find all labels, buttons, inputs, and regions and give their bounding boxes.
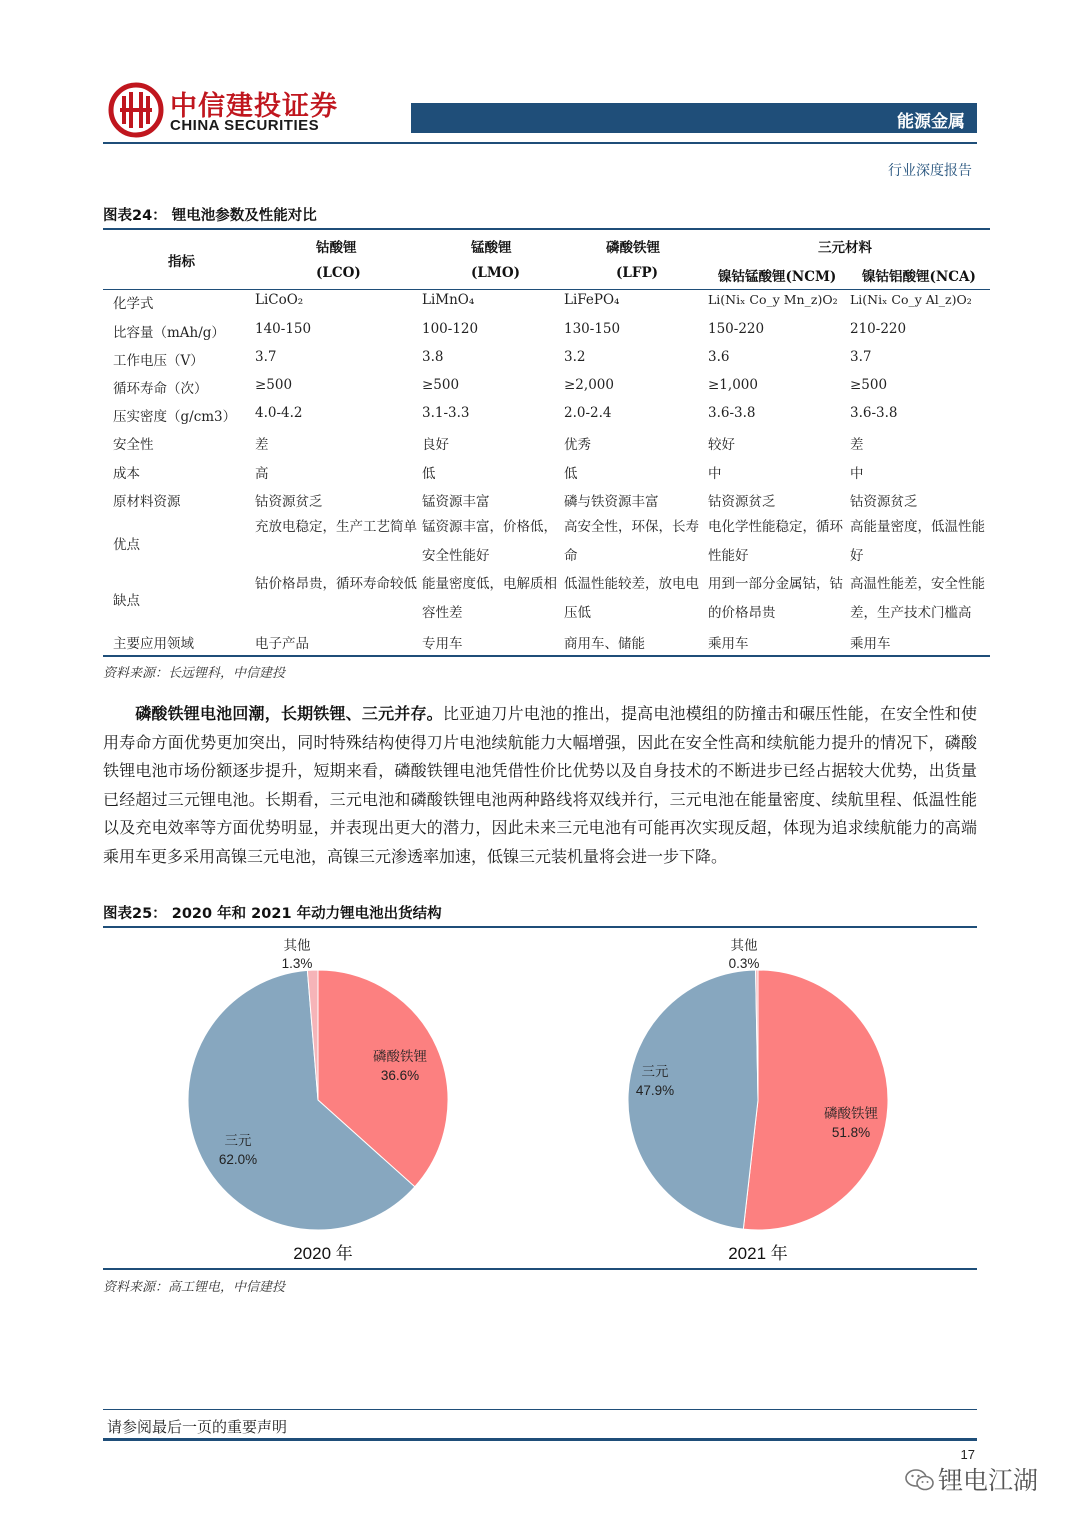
table-top-rule (103, 228, 990, 230)
cell-lco: 高 (255, 466, 269, 482)
shipment-pie-charts (103, 930, 977, 1268)
section-band (411, 103, 977, 133)
cell-lfp: 低 (564, 466, 578, 482)
cell-lmo: 3.8 (422, 349, 444, 365)
pie-2021-title: 2021 年 (728, 1244, 788, 1263)
cell-nca: 3.7 (850, 349, 872, 365)
cell-lfp: 2.0-2.4 (564, 405, 612, 421)
table-header-rule (103, 289, 990, 290)
footer-rule-top (103, 1409, 977, 1410)
cell-lfp: 磷与铁资源丰富 (564, 494, 659, 510)
cell-ncm: 较好 (708, 437, 735, 453)
header-lfp-en: (LFP) (616, 265, 659, 281)
advantages-ncm: 电化学性能稳定，循环性能好 (708, 519, 843, 564)
cell-lmo: 良好 (422, 437, 449, 453)
table-caption: 图表24： 锂电池参数及性能对比 (103, 208, 317, 224)
header-lco-cn: 钴酸锂 (316, 240, 357, 256)
pie-2021-pct-ternary: 47.9% (635, 1083, 675, 1098)
cell-lco: 140-150 (255, 321, 312, 337)
cell-nca: 钴资源贫乏 (850, 494, 918, 510)
disadvantages-label: 缺点 (113, 593, 140, 609)
cell-ncm: 3.6 (708, 349, 730, 365)
figure-top-rule (103, 926, 977, 928)
row-label: 原材料资源 (113, 494, 181, 510)
cell-lfp: 130-150 (564, 321, 621, 337)
header-ncm: 镍钴锰酸锂(NCM) (718, 269, 837, 285)
wechat-icon (905, 1468, 935, 1492)
cell-ncm: 150-220 (708, 321, 765, 337)
advantages-lfp: 高安全性，环保，长寿命 (564, 519, 699, 564)
row-label: 工作电压（V） (113, 353, 204, 369)
pie-2020 (188, 938, 448, 1263)
report-type: 行业深度报告 (888, 163, 972, 179)
pie-2021-pct-other: 0.3% (728, 956, 760, 971)
disadvantages-ncm: 用到一部分金属钴，钴的价格昂贵 (708, 576, 843, 621)
pie-2021 (628, 938, 888, 1263)
cell-ncm: 3.6-3.8 (708, 405, 756, 421)
pie-2020-pct-other: 1.3% (281, 956, 313, 971)
applications-label: 主要应用领域 (113, 636, 194, 652)
cell-lmo: ≥500 (422, 377, 460, 393)
formula-label: 化学式 (113, 296, 154, 312)
header-lfp-cn: 磷酸铁锂 (606, 240, 660, 256)
table-bottom-rule (103, 655, 990, 657)
pie-2021-slice-ternary (628, 970, 758, 1229)
row-label: 安全性 (113, 437, 154, 453)
pie-2020-label-other: 其他 (283, 938, 311, 953)
cell-lmo: 锰资源丰富 (422, 494, 490, 510)
disclaimer-note: 请参阅最后一页的重要声明 (107, 1418, 288, 1436)
pie-2021-pct-lfp: 51.8% (831, 1125, 871, 1140)
header-ternary: 三元材料 (818, 240, 872, 256)
header-lco-en: (LCO) (316, 265, 361, 281)
cell-nca: 3.6-3.8 (850, 405, 898, 421)
footer-rule-bottom (103, 1438, 977, 1441)
row-label: 成本 (113, 466, 140, 482)
header-indicator: 指标 (168, 254, 195, 270)
cell-lco: 钴资源贫乏 (255, 494, 323, 510)
formula-lmo: LiMnO₄ (422, 292, 475, 308)
formula-lfp: LiFePO₄ (564, 292, 620, 308)
cell-lco: 3.7 (255, 349, 277, 365)
row-label: 循环寿命（次） (113, 381, 208, 397)
advantages-lco: 充放电稳定，生产工艺简单 (255, 519, 417, 535)
formula-ncm: Li(Niₓ Co_y Mn_z)O₂ (708, 292, 838, 307)
cell-lco: 差 (255, 437, 269, 453)
cell-lfp: 3.2 (564, 349, 586, 365)
disadvantages-lco: 钴价格昂贵，循环寿命较低 (255, 576, 417, 592)
pie-2021-label-ternary: 三元 (641, 1064, 669, 1079)
logo-en-text: CHINA SECURITIES (170, 117, 320, 134)
cell-lfp: 优秀 (564, 437, 591, 453)
formula-lco: LiCoO₂ (255, 292, 304, 308)
applications-nca: 乘用车 (850, 636, 891, 652)
pie-2020-pct-ternary: 62.0% (218, 1152, 258, 1167)
paragraph-lead: 磷酸铁锂电池回潮，长期铁锂、三元并存。 (135, 704, 443, 723)
logo-cn-text: 中信建投证券 (170, 91, 338, 122)
pie-2021-slice-lfp (743, 970, 888, 1230)
advantages-label: 优点 (113, 537, 140, 553)
pie-2020-label-lfp: 磷酸铁锂 (373, 1049, 427, 1064)
applications-lfp: 商用车、储能 (564, 636, 645, 652)
header-nca: 镍钴铝酸锂(NCA) (862, 269, 976, 285)
china-securities-logo-icon (108, 82, 164, 138)
advantages-lmo: 锰资源丰富，价格低，安全性能好 (422, 519, 557, 564)
pie-2020-pct-lfp: 36.6% (380, 1068, 420, 1083)
cell-nca: 210-220 (850, 321, 907, 337)
cell-lco: ≥500 (255, 377, 293, 393)
row-label: 比容量（mAh/g） (113, 325, 225, 341)
cell-lmo: 3.1-3.3 (422, 405, 470, 421)
watermark-text: 锂电江湖 (938, 1466, 1039, 1495)
cell-nca: ≥500 (850, 377, 888, 393)
disadvantages-lfp: 低温性能较差，放电电压低 (564, 576, 699, 621)
pie-2021-label-lfp: 磷酸铁锂 (824, 1106, 878, 1121)
pie-2020-label-ternary: 三元 (224, 1133, 252, 1148)
applications-ncm: 乘用车 (708, 636, 749, 652)
table-source: 资料来源：长远锂科，中信建投 (103, 666, 286, 681)
cell-ncm: 中 (708, 466, 722, 482)
page-number: 17 (960, 1447, 975, 1462)
formula-nca: Li(Niₓ Co_y Al_z)O₂ (850, 292, 972, 307)
figure-bottom-rule (103, 1268, 977, 1270)
cell-lmo: 低 (422, 466, 436, 482)
cell-lfp: ≥2,000 (564, 377, 614, 393)
cell-nca: 差 (850, 437, 864, 453)
figure-caption: 图表25： 2020 年和 2021 年动力锂电池出货结构 (103, 906, 442, 922)
disadvantages-lmo: 能量密度低，电解质相容性差 (422, 576, 557, 621)
cell-lco: 4.0-4.2 (255, 405, 303, 421)
pie-2021-label-other: 其他 (730, 938, 758, 953)
cell-nca: 中 (850, 466, 864, 482)
row-label: 压实密度（g/cm3） (113, 409, 237, 425)
disadvantages-nca: 高温性能差，安全性能差，生产技术门槛高 (850, 576, 985, 621)
header-lmo-en: (LMO) (471, 265, 520, 281)
cell-lmo: 100-120 (422, 321, 479, 337)
pie-2020-title: 2020 年 (293, 1244, 353, 1263)
header-lmo-cn: 锰酸锂 (471, 240, 512, 256)
section-title: 能源金属 (897, 112, 965, 132)
paragraph-body: 比亚迪刀片电池的推出，提高电池模组的防撞击和碾压性能，在安全性和使用寿命方面优势更加突出，同时特殊结构使得刀片电池续航能力大幅增强，因此在安全性高和续航能力提升的情况下，磷酸铁锂电池市场份额逐步提升，短期来看，磷酸铁锂电池凭借性价比优势以及自身技术的不断进步已经占据较大优势，出货量已经超过三元锂电池。长期看，三元电池和磷酸铁锂电池两种路线将双线并行，三元电池在能量密度、续航里程、低温性能以及充电效率等方面优势明显，并表现出更大的潜力，因此未来三元电池有可能再次实现反超，体现为追求续航能力的高端乘用车更多采用高镍三元电池，高镍三元渗透率加速，低镍三元装机量将会进一步下降。 (103, 704, 977, 866)
applications-lco: 电子产品 (255, 636, 309, 652)
cell-ncm: ≥1,000 (708, 377, 758, 393)
applications-lmo: 专用车 (422, 636, 463, 652)
header-rule (103, 142, 977, 144)
cell-ncm: 钴资源贫乏 (708, 494, 776, 510)
body-paragraph (103, 700, 977, 871)
advantages-nca: 高能量密度，低温性能好 (850, 519, 985, 564)
figure-source: 资料来源：高工锂电，中信建投 (103, 1280, 286, 1295)
